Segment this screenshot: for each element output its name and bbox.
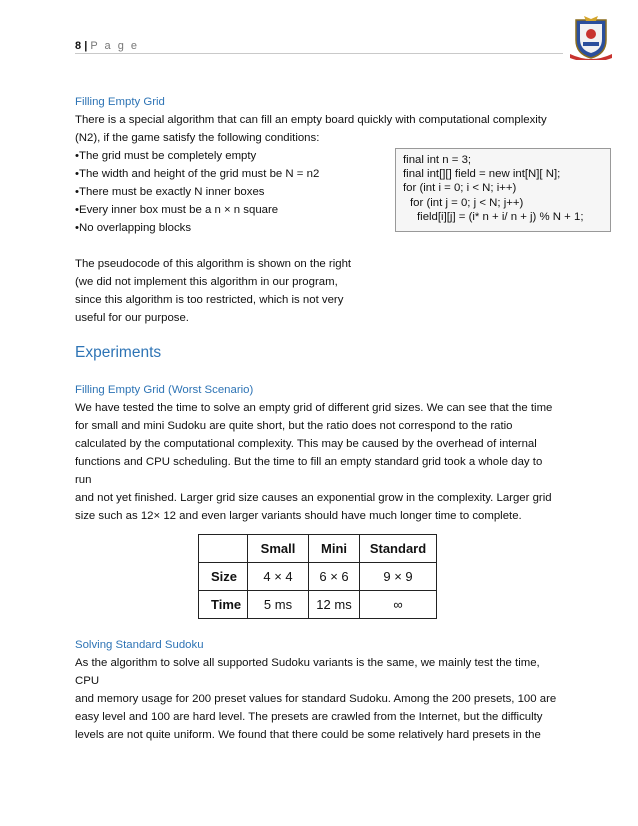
code-line: final int n = 3; (403, 154, 472, 166)
table-header-cell: Standard (360, 535, 437, 563)
body-line: There is a special algorithm that can fill an empty board quickly with computational complexity (75, 114, 547, 126)
list-item: •The grid must be completely empty (75, 150, 257, 162)
body-line: and memory usage for 200 preset values for standard Sudoku. Among the 200 presets, 100 are (75, 693, 557, 705)
body-line: functions and CPU scheduling. But the time to fill an empty standard grid took a whole day to (75, 456, 543, 468)
table-cell: 4 × 4 (248, 563, 309, 591)
body-line: and not yet finished. Larger grid size causes an exponential grow in the complexity. Larger grid (75, 492, 552, 504)
university-crest-logo (566, 14, 616, 60)
page-word: P a g e (90, 40, 139, 52)
code-line: for (int i = 0; i < N; i++) (403, 182, 517, 195)
table-header-row (199, 535, 437, 563)
table-header-cell: Mini (309, 535, 360, 563)
page-header (75, 40, 139, 52)
body-line: We have tested the time to solve an empty grid of different grid sizes. We can see that the time (75, 402, 553, 414)
table-row-label: Size (199, 563, 248, 591)
body-line: size such as 12× 12 and even larger variants should have much longer time to complete. (75, 510, 522, 522)
list-item: •No overlapping blocks (75, 222, 192, 234)
table-row (199, 563, 437, 591)
body-line: levels are not quite uniform. We found that there could be some relatively hard presets in the (75, 729, 541, 741)
code-line: for (int j = 0; j < N; j++) (410, 196, 524, 209)
body-line: calculated by the computational complexity. This may be caused by the overhead of internal (75, 438, 537, 450)
subheading-solving-standard-sudoku: Solving Standard Sudoku (75, 639, 204, 651)
table-header-cell (199, 535, 248, 563)
table-cell: 6 × 6 (309, 563, 360, 591)
body-line: easy level and 100 are hard level. The presets are crawled from the Internet, but the difficulty (75, 711, 543, 723)
body-line: since this algorithm is too restricted, which is not very (75, 294, 344, 306)
body-line: for small and mini Sudoku are quite short, but the ratio does not correspond to the ratio (75, 420, 513, 432)
table-cell: 5 ms (248, 591, 309, 619)
body-line: CPU (75, 675, 100, 687)
list-item: •There must be exactly N inner boxes (75, 186, 265, 198)
table-cell: ∞ (360, 591, 437, 619)
header-rule (75, 53, 563, 54)
table-header-cell: Small (248, 535, 309, 563)
subheading-worst-scenario: Filling Empty Grid (Worst Scenario) (75, 384, 254, 396)
results-table (198, 534, 437, 619)
experiments-heading: Experiments (75, 344, 162, 361)
list-item: •Every inner box must be a n × n square (75, 204, 279, 216)
code-line: final int[][] field = new int[N][ N]; (403, 168, 561, 181)
body-line: run (75, 474, 92, 486)
body-line: (N2), if the game satisfy the following conditions: (75, 132, 320, 144)
pseudocode-box (395, 148, 611, 232)
body-line: The pseudocode of this algorithm is shown on the right (75, 258, 352, 270)
table-cell: 9 × 9 (360, 563, 437, 591)
body-line: (we did not implement this algorithm in our program, (75, 276, 338, 288)
code-line: field[i][j] = (i* n + i/ n + j) % N + 1; (417, 210, 584, 223)
header-separator: | (84, 40, 88, 52)
list-item: •The width and height of the grid must be N = n2 (75, 168, 320, 180)
table-cell: 12 ms (309, 591, 360, 619)
table-row-label: Time (199, 591, 248, 619)
section-heading-filling-empty-grid: Filling Empty Grid (75, 96, 165, 108)
body-line: useful for our purpose. (75, 312, 189, 324)
body-line: As the algorithm to solve all supported Sudoku variants is the same, we mainly test the time, (75, 657, 540, 669)
page-number: 8 (75, 40, 82, 52)
table-row (199, 591, 437, 619)
